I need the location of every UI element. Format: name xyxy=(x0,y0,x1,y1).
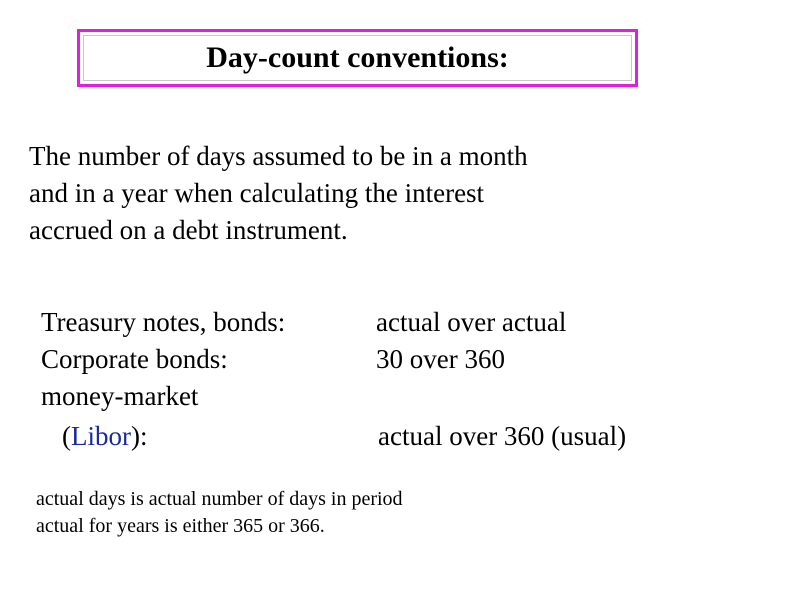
definition-line: accrued on a debt instrument. xyxy=(29,215,348,245)
libor-close-paren: ): xyxy=(131,421,148,451)
libor-label xyxy=(62,418,148,455)
corporate-value: 30 over 360 xyxy=(376,344,505,374)
corporate-label: Corporate bonds: xyxy=(41,344,228,374)
treasury-label: Treasury notes, bonds: xyxy=(41,307,286,337)
money-market-label: money-market xyxy=(41,381,199,411)
page-title: Day-count conventions: xyxy=(206,41,509,74)
definition-line: and in a year when calculating the interest xyxy=(29,178,485,208)
money-market-value: actual over 360 (usual) xyxy=(378,421,627,451)
footnote xyxy=(36,486,403,540)
footnote-line: actual for years is either 365 or 366. xyxy=(36,515,325,537)
definition-text xyxy=(29,138,528,249)
title-box xyxy=(77,29,638,87)
definition-line: The number of days assumed to be in a month xyxy=(29,141,528,171)
footnote-line: actual days is actual number of days in period xyxy=(36,488,403,510)
libor-open-paren: ( xyxy=(62,421,71,451)
libor-word: Libor xyxy=(71,421,131,451)
treasury-value: actual over actual xyxy=(376,307,567,337)
